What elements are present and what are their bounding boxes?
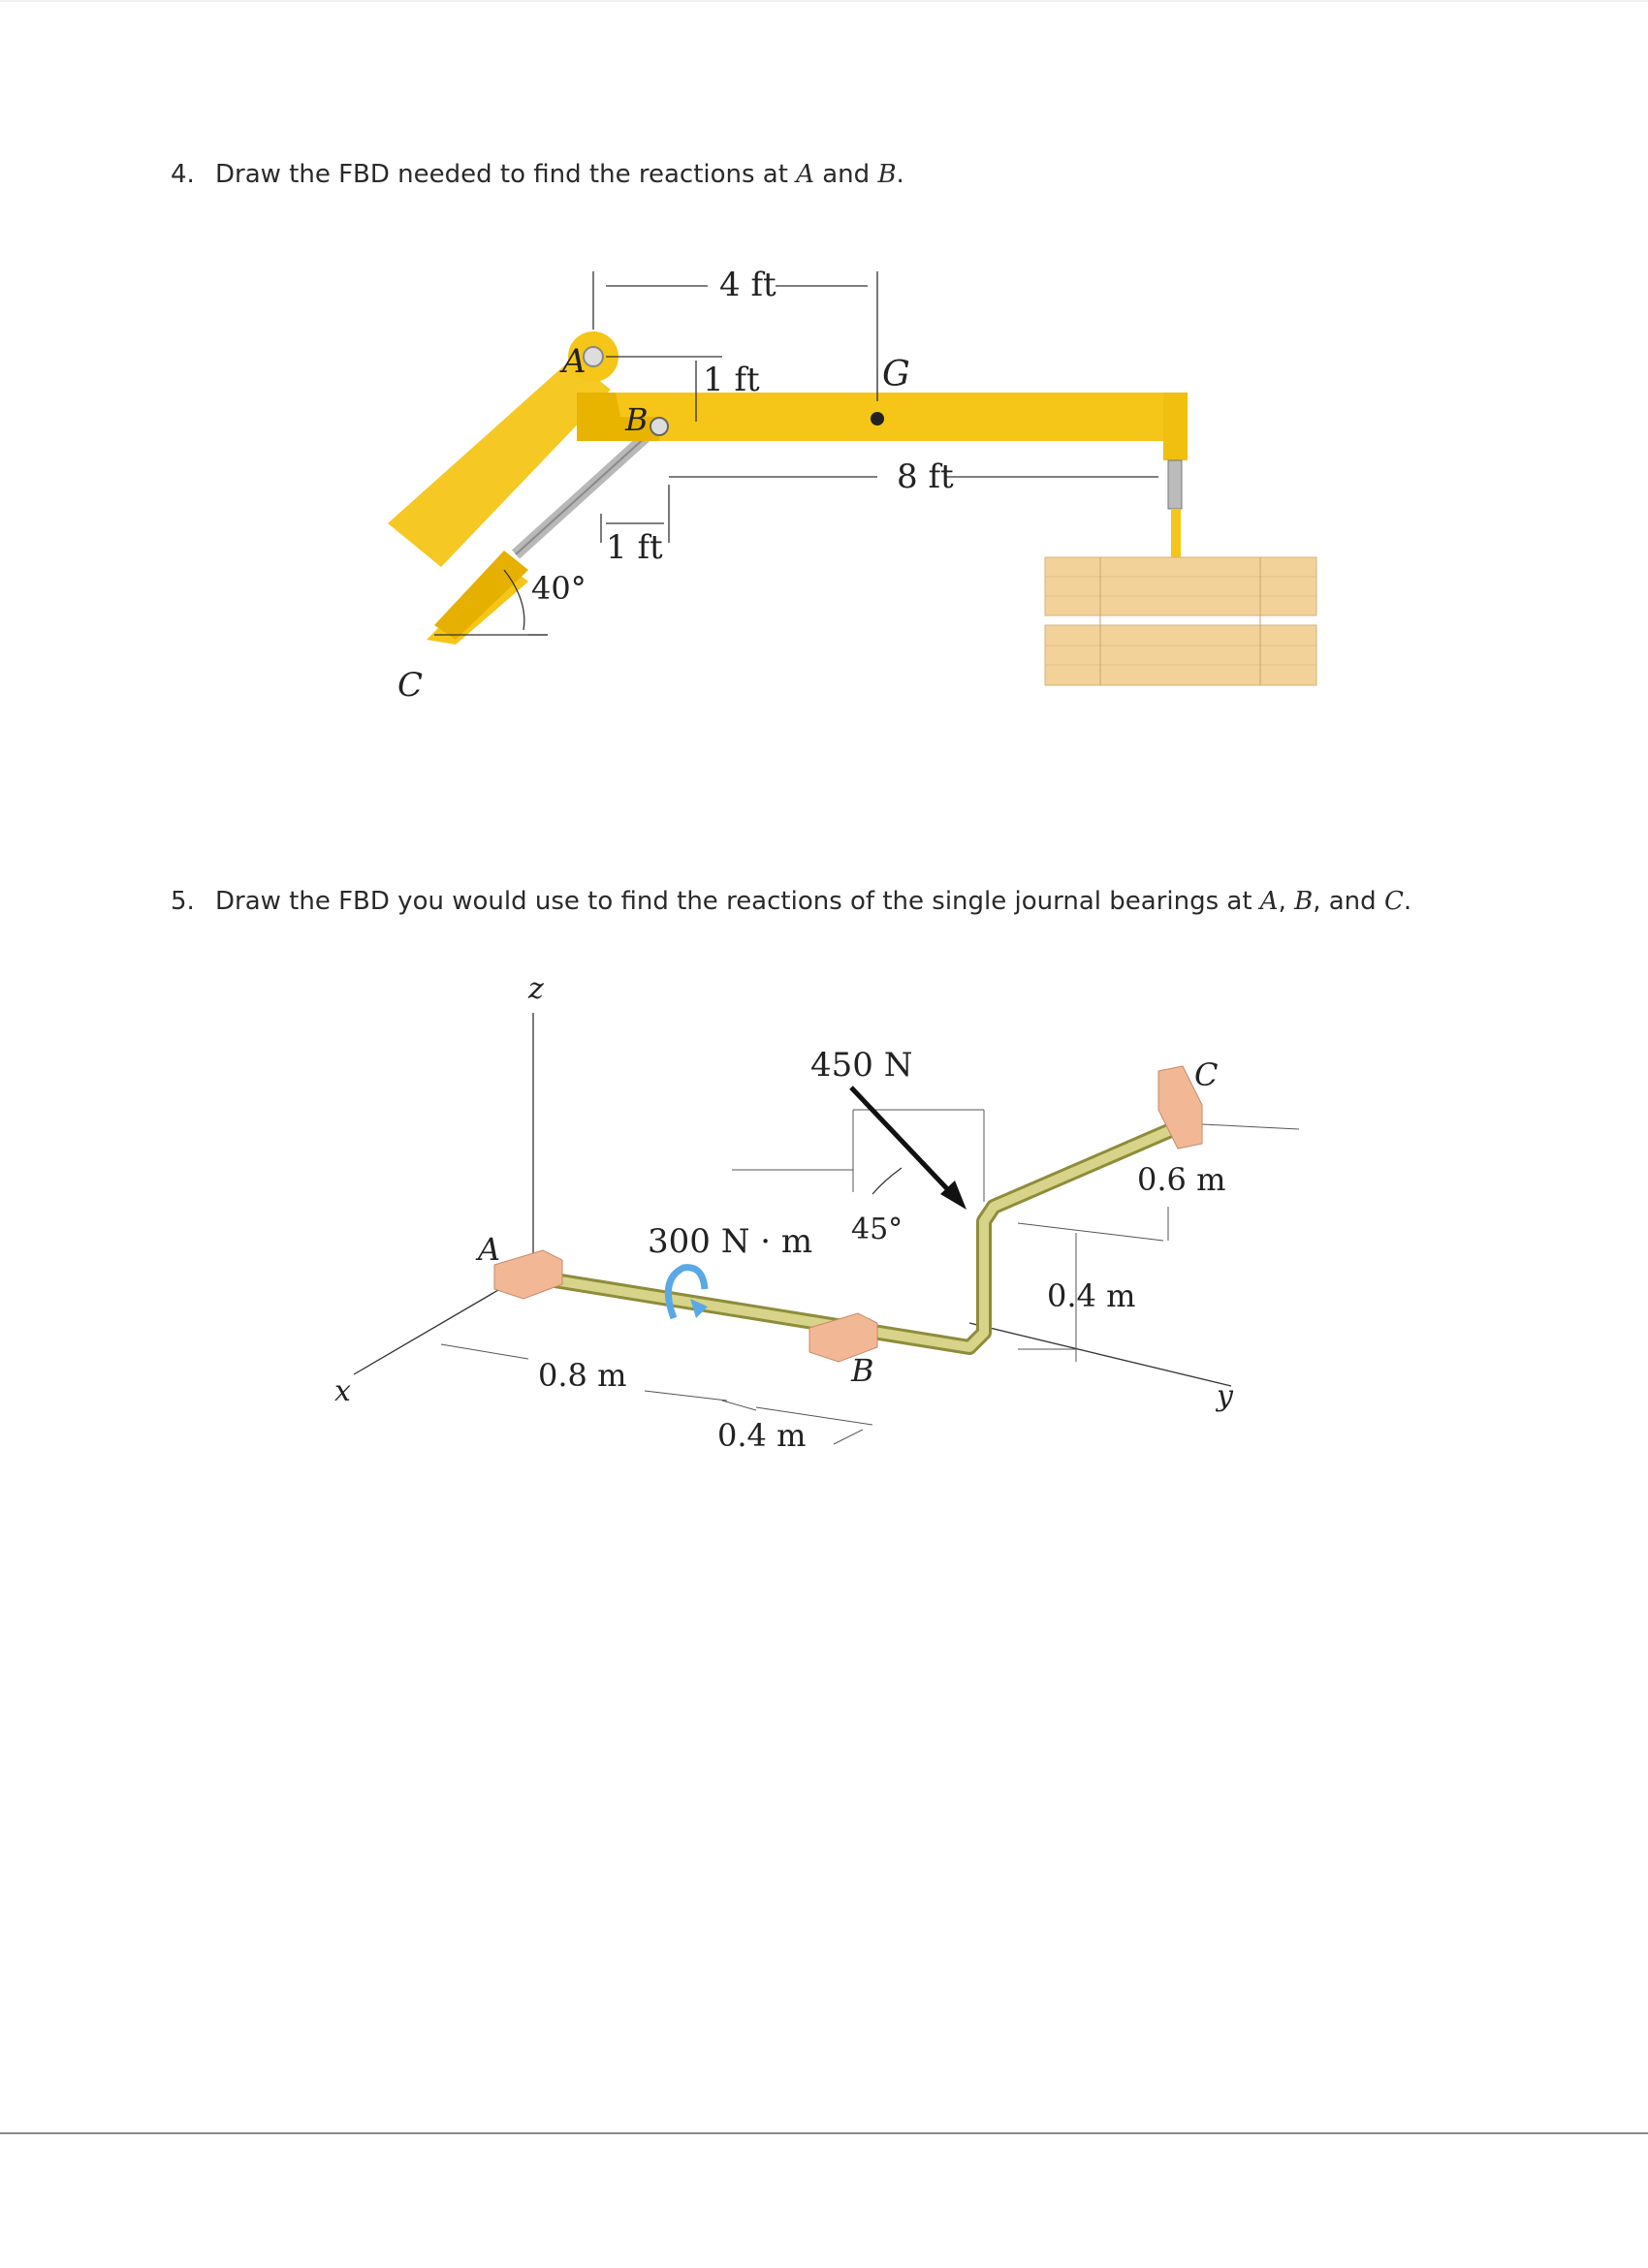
- label-c: C: [397, 666, 424, 705]
- problem-5-figure: [0, 950, 1648, 1493]
- pipe-assembly: [519, 1129, 1173, 1347]
- moment-label: 300 N · m: [648, 1222, 813, 1261]
- axis-z: z: [528, 972, 544, 1006]
- dim-8ft: 8 ft: [897, 457, 954, 496]
- axis-y: y: [1217, 1379, 1233, 1413]
- force-label: 450 N: [810, 1046, 913, 1085]
- hook: [1168, 460, 1182, 509]
- label-c5: C: [1194, 1056, 1219, 1093]
- dim-0.8m: 0.8 m: [538, 1357, 627, 1394]
- dim-0.4m-vertical: 0.4 m: [1047, 1277, 1136, 1314]
- angle-45: 45°: [851, 1213, 903, 1246]
- label-a5: A: [478, 1231, 501, 1268]
- pin-b: [650, 418, 668, 435]
- problem-4-number: 4.: [171, 160, 195, 189]
- label-b5: B: [851, 1352, 874, 1389]
- problem-5-statement: 5. Draw the FBD you would use to find the reactions of the single journal bearings at A, B, and C.: [171, 887, 1412, 916]
- center-of-gravity-g: [871, 412, 884, 425]
- angle-40: 40°: [531, 570, 586, 607]
- lumber-load: [1045, 557, 1316, 685]
- label-g: G: [882, 355, 910, 394]
- boom-arm: [388, 359, 611, 567]
- angle-arc-45: [872, 1168, 902, 1194]
- hydraulic-cylinder: [434, 551, 528, 640]
- label-b: B: [625, 401, 649, 438]
- axes: [354, 1013, 1231, 1386]
- dim-1ft-offset: 1 ft: [606, 528, 663, 567]
- bearing-a: [494, 1250, 562, 1299]
- page-bottom-border: [0, 2132, 1648, 2268]
- dim-0.4m-bottom: 0.4 m: [717, 1417, 807, 1454]
- dim-0.6m: 0.6 m: [1137, 1161, 1226, 1198]
- problem-4-statement: 4. Draw the FBD needed to find the reactions at A and B.: [171, 160, 904, 189]
- axis-x: x: [334, 1374, 351, 1408]
- problem-5-number: 5.: [171, 887, 195, 916]
- problem-4-figure: [0, 0, 1648, 775]
- force-arrow-450n: [851, 1087, 955, 1197]
- dim-4ft: 4 ft: [719, 266, 776, 304]
- dim-1ft-height: 1 ft: [703, 361, 760, 399]
- label-a: A: [562, 342, 586, 381]
